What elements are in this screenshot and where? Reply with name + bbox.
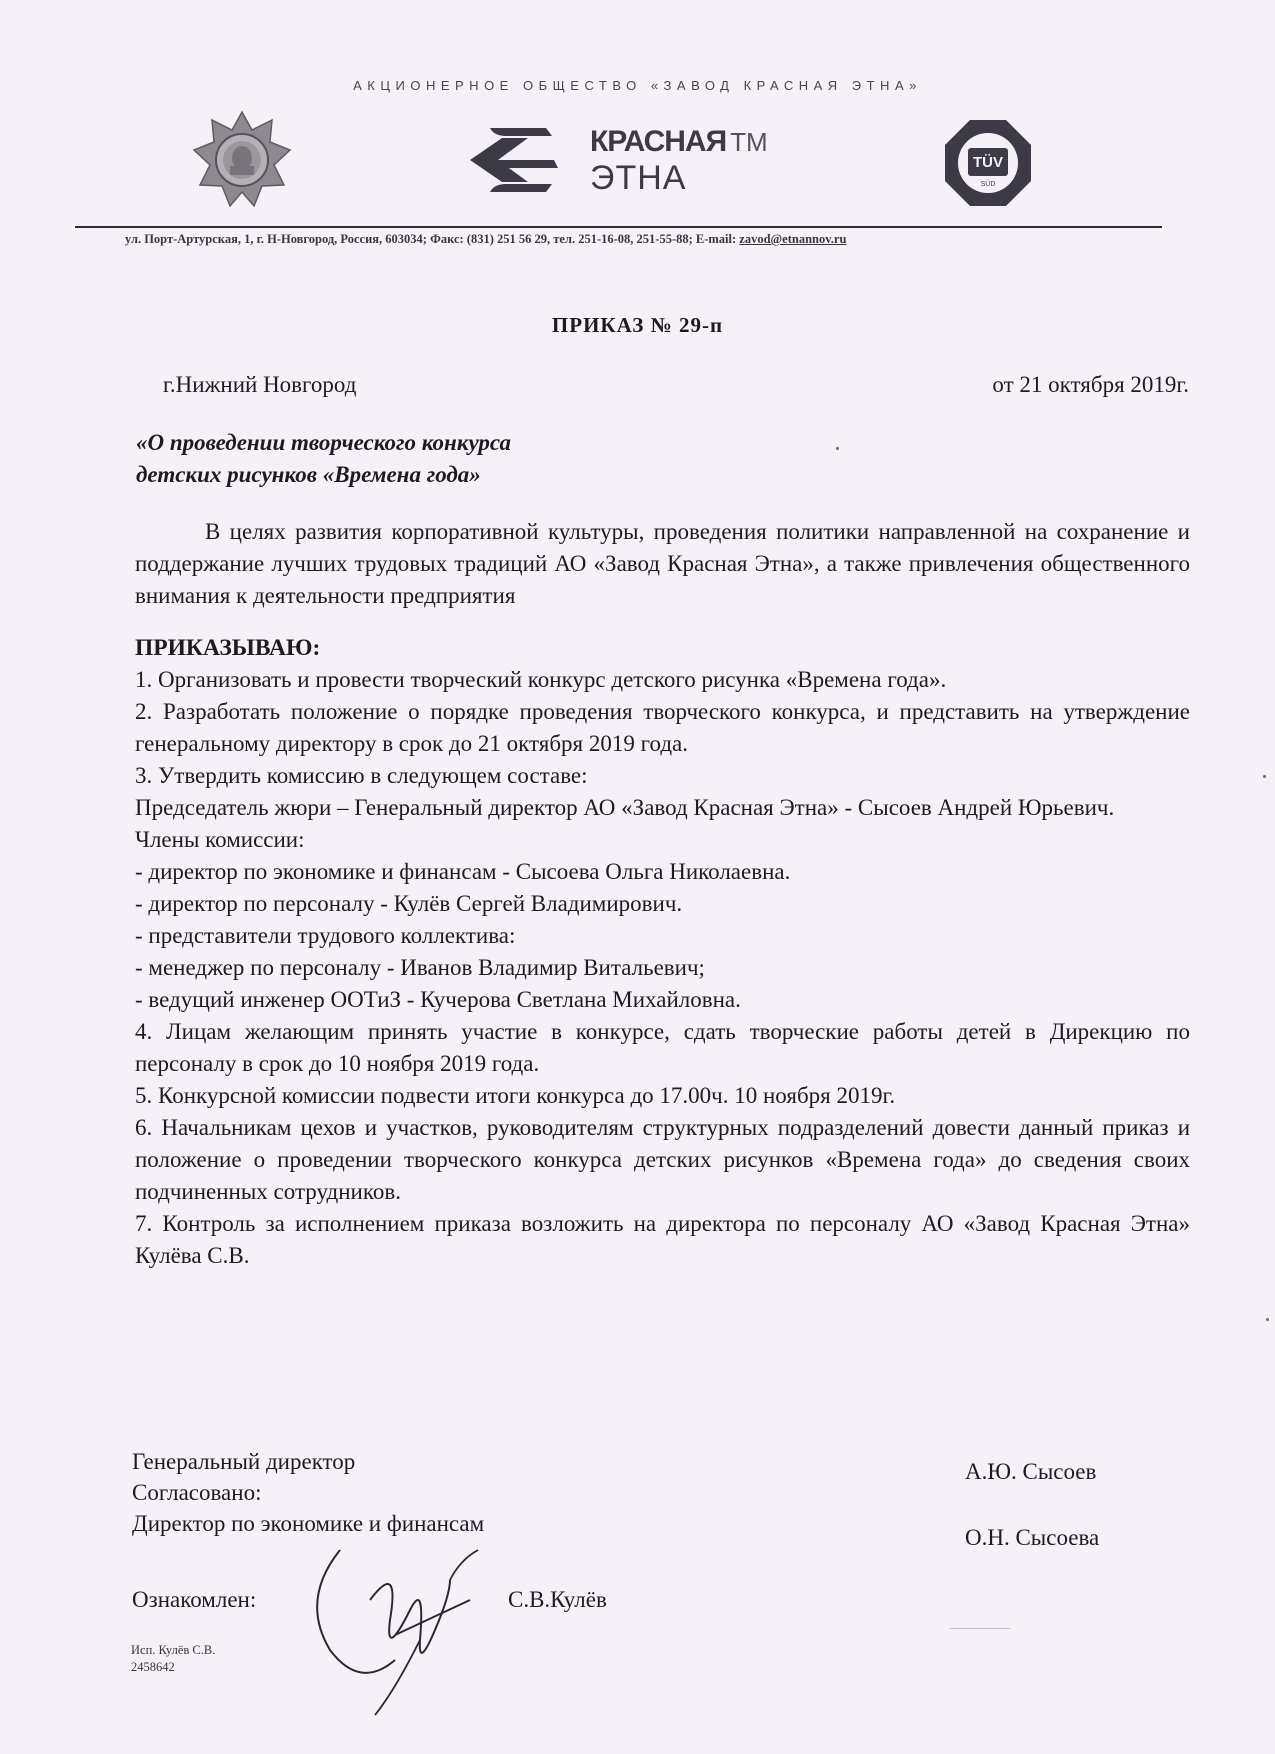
company-name: АКЦИОНЕРНОЕ ОБЩЕСТВО «ЗАВОД КРАСНАЯ ЭТНА»	[353, 78, 922, 93]
order-item: - директор по экономике и финансам - Сысоева Ольга Николаевна.	[135, 859, 791, 884]
scan-speck	[836, 447, 839, 450]
ordering-word: ПРИКАЗЫВАЮ:	[135, 635, 321, 661]
order-item: 2. Разработать положение о порядке проведения творческого конкурса, и представить на утверждение генеральному директору в срок до 21 октября 2019 года.	[135, 699, 1190, 756]
subject-line-2: детских рисунков «Времена года»	[136, 462, 481, 487]
order-emblem-icon	[192, 110, 292, 210]
subject-line-1: «О проведении творческого конкурса	[136, 430, 511, 455]
agreed-label: Согласовано:	[132, 1480, 262, 1505]
scan-speck	[1263, 775, 1266, 778]
order-item: - директор по персоналу - Кулёв Сергей Владимирович.	[135, 891, 683, 916]
order-title: ПРИКАЗ № 29-п	[551, 313, 724, 337]
logo-tm: ТМ	[730, 127, 768, 157]
order-item: 5. Конкурсной комиссии подвести итоги конкурса до 17.00ч. 10 ноября 2019г.	[135, 1083, 896, 1108]
faint-mark	[950, 1628, 1010, 1629]
order-item: Члены комиссии:	[135, 827, 305, 852]
order-item: - ведущий инженер ООТиЗ - Кучерова Светлана Михайловна.	[135, 987, 741, 1012]
order-item: 3. Утвердить комиссию в следующем составе:	[135, 763, 588, 788]
company-address	[125, 232, 846, 247]
order-item: 4. Лицам желающим принять участие в конкурсе, сдать творческие работы детей в Дирекцию по персоналу в срок до 10 ноября 2019 года.	[135, 1019, 1190, 1076]
order-body	[135, 516, 1190, 1272]
executor-name: Исп. Кулёв С.В.	[131, 1643, 216, 1657]
signature-block	[132, 1446, 484, 1539]
finance-director-name: О.Н. Сысоева	[965, 1525, 1100, 1550]
scan-speck	[1266, 1318, 1269, 1321]
acquainted-name: С.В.Кулёв	[508, 1587, 607, 1612]
order-item: - представители трудового коллектива:	[135, 923, 516, 948]
tuv-sub: SÜD	[980, 181, 996, 188]
order-item: 1. Организовать и провести творческий конкурс детского рисунка «Времена года».	[135, 667, 947, 692]
order-city: г.Нижний Новгород	[163, 372, 357, 397]
director-name: А.Ю. Сысоев	[965, 1459, 1097, 1484]
finance-director-title: Директор по экономике и финансам	[132, 1511, 485, 1536]
logo-wordmark	[590, 125, 768, 197]
preamble: В целях развития корпоративной культуры, проведения политики направленной на сохранение и поддержание лучших трудовых традиций АО «Завод Красная Этна», а также привлечения общественного внимания к деятельности предприятия	[135, 519, 1190, 608]
address-text: ул. Порт-Артурская, 1, г. Н-Новгород, Россия, 603034; Факс: (831) 251 56 29, тел. 251-16-08, 251-55-88; E-mail:	[125, 232, 740, 246]
tuv-sud-badge-icon	[943, 118, 1033, 208]
acquainted-label: Ознакомлен:	[132, 1587, 257, 1612]
logo-line1: КРАСНАЯ	[590, 125, 727, 158]
director-title: Генеральный директор	[132, 1449, 356, 1474]
order-item: - менеджер по персоналу - Иванов Владимир Витальевич;	[135, 955, 705, 980]
order-date: от 21 октября 2019г.	[992, 372, 1189, 397]
tuv-text: TÜV	[973, 154, 1003, 171]
order-item: 7. Контроль за исполнением приказа возложить на директора по персоналу АО «Завод Красная Этна» Кулёва С.В.	[135, 1211, 1190, 1268]
executor-info	[131, 1642, 215, 1676]
handwritten-signature-icon	[300, 1540, 500, 1720]
order-item: 6. Начальникам цехов и участков, руководителям структурных подразделений довести данный приказ и положение о проведении творческого конкурса детских рисунков «Времена года» до сведения своих подчиненных сотрудников.	[135, 1115, 1190, 1204]
header-divider	[75, 226, 1162, 228]
order-subject	[136, 427, 511, 491]
logo-line2: ЭТНА	[590, 159, 687, 197]
executor-phone: 2458642	[131, 1660, 175, 1674]
order-item: Председатель жюри – Генеральный директор АО «Завод Красная Этна» - Сысоев Андрей Юрьевич.	[135, 795, 1115, 820]
company-email: zavod@etnannov.ru	[739, 232, 847, 246]
